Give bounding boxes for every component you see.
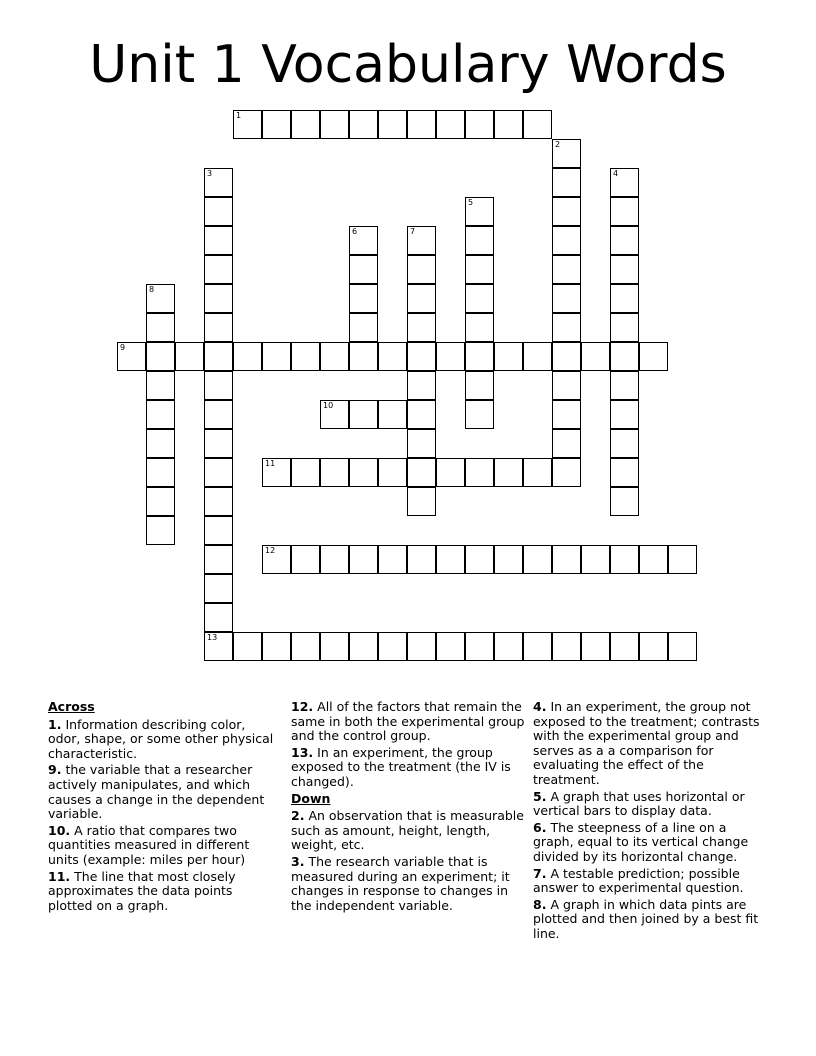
grid-cell[interactable] [204,574,233,603]
grid-cell[interactable] [552,313,581,342]
grid-cell[interactable] [204,545,233,574]
grid-cell[interactable] [552,545,581,574]
grid-cell[interactable] [262,545,291,574]
grid-cell[interactable] [581,545,610,574]
cell-number: 1 [236,111,242,120]
grid-cell[interactable] [465,545,494,574]
grid-cell[interactable] [436,545,465,574]
grid-cell[interactable] [320,545,349,574]
grid-cell[interactable] [349,110,378,139]
across-heading: Across [48,699,95,714]
clue-down-5: 5. A graph that uses horizontal or vertical bars to display data. [533,788,745,819]
grid-cell[interactable] [494,632,523,661]
grid-cell[interactable] [552,168,581,197]
grid-cell[interactable] [610,313,639,342]
grid-cell[interactable] [610,632,639,661]
grid-cell[interactable] [320,110,349,139]
grid-cell[interactable] [349,458,378,487]
cell-number: 8 [149,285,155,294]
grid-cell[interactable] [204,516,233,545]
grid-cell[interactable] [610,400,639,429]
clue-down-8: 8. A graph in which data pints are plotted and then joined by a best fit line. [533,896,759,941]
grid-cell[interactable] [523,342,552,371]
grid-cell[interactable] [552,255,581,284]
grid-cell[interactable] [552,284,581,313]
grid-cell[interactable] [639,632,668,661]
grid-cell[interactable] [436,342,465,371]
grid-cell[interactable] [204,603,233,632]
grid-cell[interactable] [639,545,668,574]
grid-cell[interactable] [204,284,233,313]
grid-cell[interactable] [204,487,233,516]
grid-cell[interactable] [523,632,552,661]
grid-cell[interactable] [552,197,581,226]
clues-column-2 [291,700,527,915]
grid-cell[interactable] [378,342,407,371]
grid-cell[interactable] [668,545,697,574]
grid-cell[interactable] [465,632,494,661]
grid-cell[interactable] [291,458,320,487]
grid-cell[interactable] [291,110,320,139]
grid-cell[interactable] [610,226,639,255]
grid-cell[interactable] [407,458,436,487]
grid-cell[interactable] [117,342,146,371]
grid-cell[interactable] [146,371,175,400]
grid-cell[interactable] [378,545,407,574]
grid-cell[interactable] [494,342,523,371]
grid-cell[interactable] [146,516,175,545]
grid-cell[interactable] [552,400,581,429]
clues-column-1 [48,700,276,915]
cell-number: 2 [555,140,561,149]
grid-cell[interactable] [610,371,639,400]
grid-cell[interactable] [146,284,175,313]
grid-cell[interactable] [465,110,494,139]
grid-cell[interactable] [204,342,233,371]
grid-cell[interactable] [465,400,494,429]
cell-number: 4 [613,169,619,178]
grid-cell[interactable] [407,110,436,139]
cell-number: 9 [120,343,126,352]
grid-cell[interactable] [494,110,523,139]
grid-cell[interactable] [146,458,175,487]
clue-down-3: 3. The research variable that is measured during an experiment; it changes in response to changes in the independent variable. [291,853,510,913]
grid-cell[interactable] [436,110,465,139]
grid-cell[interactable] [465,255,494,284]
grid-cell[interactable] [494,545,523,574]
grid-cell[interactable] [610,197,639,226]
cell-number: 12 [265,546,276,555]
cell-number: 11 [265,459,276,468]
grid-cell[interactable] [233,342,262,371]
grid-cell[interactable] [407,429,436,458]
down-heading: Down [291,790,331,806]
grid-cell[interactable] [552,371,581,400]
grid-cell[interactable] [291,545,320,574]
grid-cell[interactable] [262,110,291,139]
grid-cell[interactable] [407,226,436,255]
cell-number: 5 [468,198,474,207]
grid-cell[interactable] [552,429,581,458]
grid-cell[interactable] [610,284,639,313]
grid-cell[interactable] [349,342,378,371]
grid-cell[interactable] [349,255,378,284]
grid-cell[interactable] [610,545,639,574]
grid-cell[interactable] [465,458,494,487]
cell-number: 3 [207,169,213,178]
grid-cell[interactable] [523,458,552,487]
cell-number: 13 [207,633,218,642]
clue-across-9: 9. the variable that a researcher actively manipulates, and which causes a change in the dependent variable. [48,762,265,822]
cell-number: 7 [410,227,416,236]
grid-cell[interactable] [552,458,581,487]
grid-cell[interactable] [291,632,320,661]
grid-cell[interactable] [407,313,436,342]
grid-cell[interactable] [320,458,349,487]
grid-cell[interactable] [146,313,175,342]
grid-cell[interactable] [494,458,523,487]
grid-cell[interactable] [668,632,697,661]
cell-number: 6 [352,227,358,236]
grid-cell[interactable] [204,632,233,661]
grid-cell[interactable] [465,342,494,371]
grid-cell[interactable] [349,545,378,574]
grid-cell[interactable] [320,632,349,661]
grid-cell[interactable] [233,110,262,139]
grid-cell[interactable] [552,226,581,255]
clue-down-7: 7. A testable prediction; possible answer to experimental question. [533,865,744,896]
grid-cell[interactable] [436,458,465,487]
grid-cell[interactable] [552,139,581,168]
grid-cell[interactable] [639,342,668,371]
grid-cell[interactable] [436,632,465,661]
grid-cell[interactable] [204,226,233,255]
clue-down-6: 6. The steepness of a line on a graph, equal to its vertical change divided by its horizontal change. [533,819,749,864]
grid-cell[interactable] [552,632,581,661]
grid-cell[interactable] [407,545,436,574]
grid-cell[interactable] [233,632,262,661]
grid-cell[interactable] [610,429,639,458]
grid-cell[interactable] [407,632,436,661]
clue-across-10: 10. A ratio that compares two quantities measured in different units (example: miles per hour) [48,822,250,867]
grid-cell[interactable] [581,632,610,661]
grid-cell[interactable] [146,342,175,371]
grid-cell[interactable] [204,313,233,342]
grid-cell[interactable] [610,342,639,371]
clue-across-13: 13. In an experiment, the group exposed to the treatment (the IV is changed). [291,744,511,789]
grid-cell[interactable] [610,168,639,197]
clue-across-12: 12. All of the factors that remain the same in both the experimental group and the control group. [291,699,525,744]
grid-cell[interactable] [204,429,233,458]
grid-cell[interactable] [262,458,291,487]
grid-cell[interactable] [320,400,349,429]
grid-cell[interactable] [378,632,407,661]
grid-cell[interactable] [465,371,494,400]
grid-cell[interactable] [204,458,233,487]
grid-cell[interactable] [465,284,494,313]
grid-cell[interactable] [523,545,552,574]
grid-cell[interactable] [581,342,610,371]
grid-cell[interactable] [552,342,581,371]
grid-cell[interactable] [407,255,436,284]
grid-cell[interactable] [204,197,233,226]
grid-cell[interactable] [465,313,494,342]
clue-across-1: 1. Information describing color, odor, shape, or some other physical characteristic. [48,716,274,761]
grid-cell[interactable] [465,197,494,226]
grid-cell[interactable] [349,313,378,342]
grid-cell[interactable] [320,342,349,371]
grid-cell[interactable] [610,458,639,487]
grid-cell[interactable] [146,487,175,516]
grid-cell[interactable] [204,255,233,284]
grid-cell[interactable] [146,400,175,429]
grid-cell[interactable] [407,284,436,313]
clue-across-11: 11. The line that most closely approximates the data points plotted on a graph. [48,868,236,913]
grid-cell[interactable] [378,458,407,487]
grid-cell[interactable] [407,400,436,429]
grid-cell[interactable] [378,400,407,429]
grid-cell[interactable] [204,371,233,400]
grid-cell[interactable] [610,487,639,516]
grid-cell[interactable] [262,342,291,371]
grid-cell[interactable] [175,342,204,371]
grid-cell[interactable] [378,110,407,139]
grid-cell[interactable] [146,429,175,458]
grid-cell[interactable] [523,110,552,139]
grid-cell[interactable] [349,632,378,661]
cell-number: 10 [323,401,334,410]
grid-cell[interactable] [349,226,378,255]
grid-cell[interactable] [204,400,233,429]
grid-cell[interactable] [349,284,378,313]
grid-cell[interactable] [204,168,233,197]
grid-cell[interactable] [465,226,494,255]
page-title: Unit 1 Vocabulary Words [89,35,727,95]
grid-cell[interactable] [291,342,320,371]
grid-cell[interactable] [262,632,291,661]
clues-column-3 [533,700,769,944]
grid-cell[interactable] [407,487,436,516]
grid-cell[interactable] [407,342,436,371]
clue-down-4: 4. In an experiment, the group not exposed to the treatment; contrasts with the experimental group and serves as a a comparison for evaluating the effect of the treatment. [533,699,760,787]
grid-cell[interactable] [349,400,378,429]
clue-down-2: 2. An observation that is measurable such as amount, height, length, weight, etc. [291,808,524,853]
grid-cell[interactable] [610,255,639,284]
grid-cell[interactable] [407,371,436,400]
